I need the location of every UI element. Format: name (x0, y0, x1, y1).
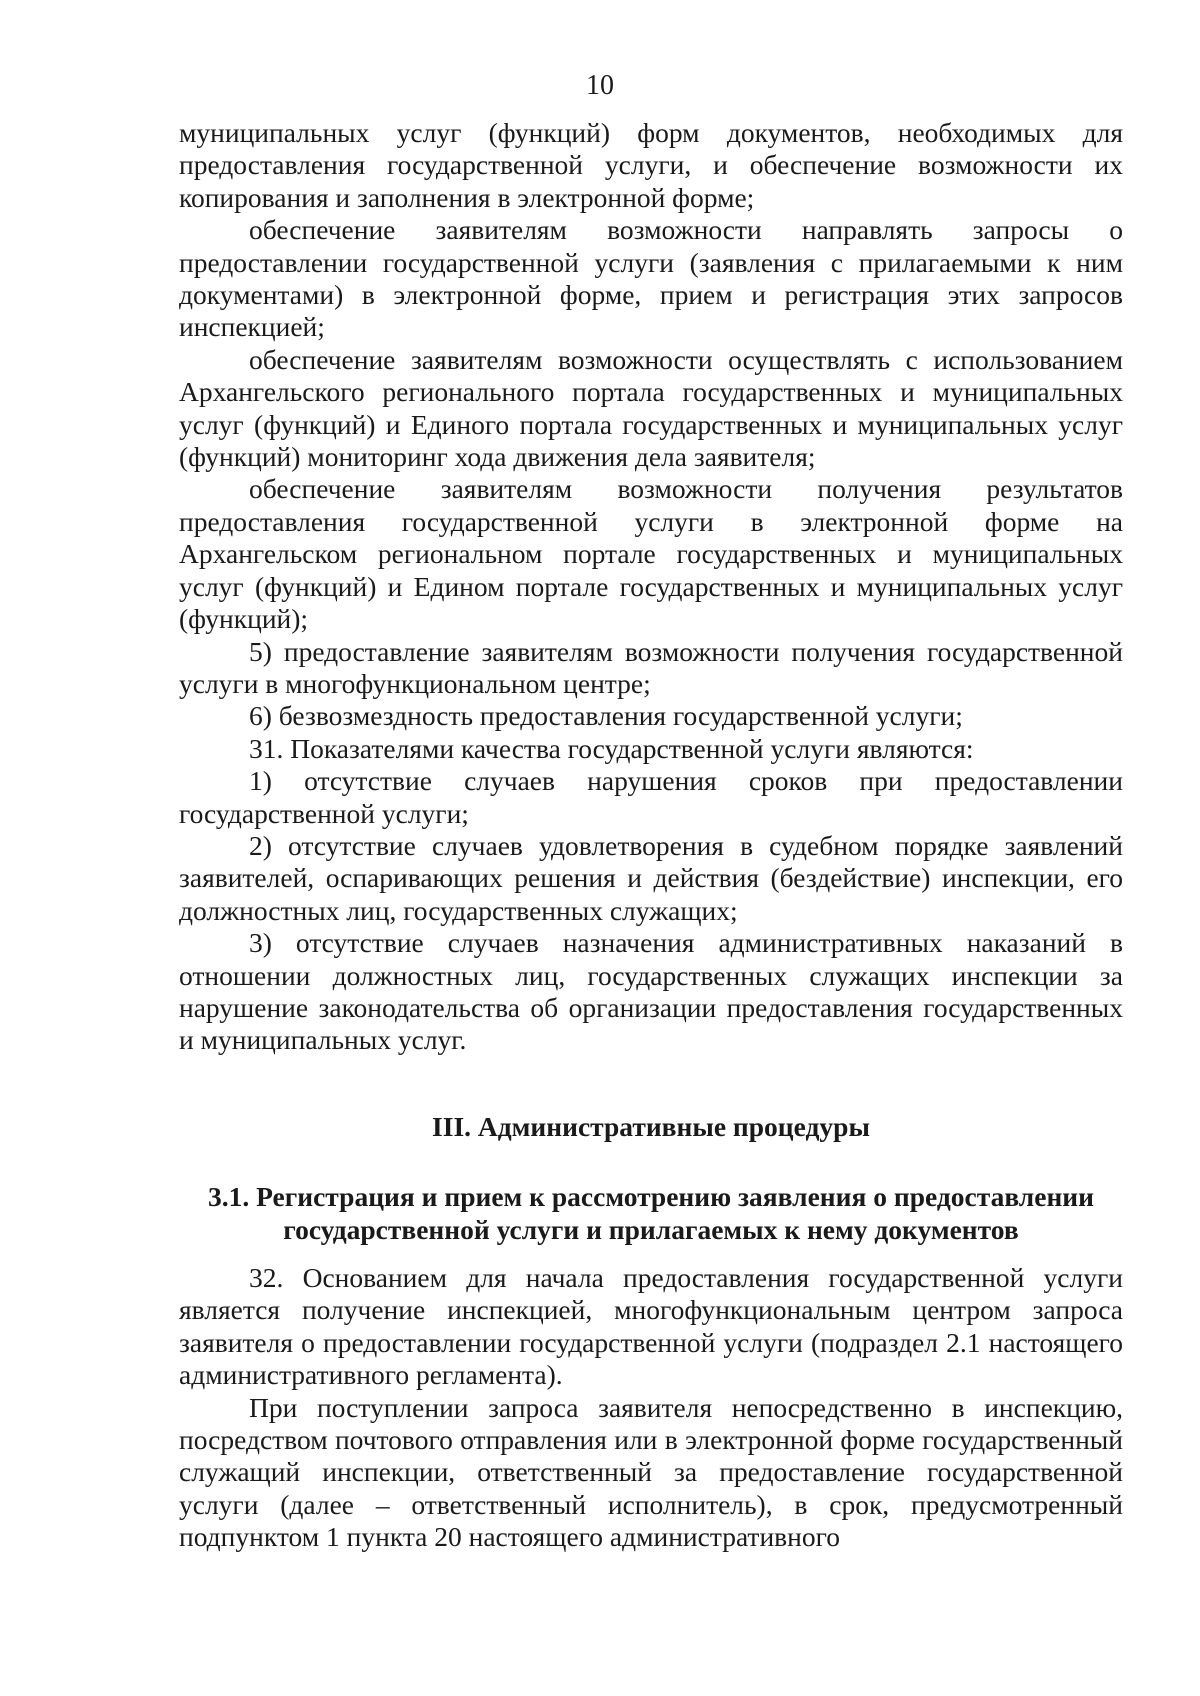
subsection-heading-line: 3.1. Регистрация и прием к рассмотрению заявления о предоставлении (208, 1181, 1094, 1212)
paragraph: 6) безвозмездность предоставления государственной услуги; (249, 700, 963, 732)
paragraph: При поступлении запроса заявителя непосредственно в инспекцию, посредством почтового отправления или в электронной форме государственный служащий инспекции, ответственный за предоставление государственной услуги (далее – ответственный исполнитель), в срок, предусмотренный подпунктом 1 пункта 20 настоящего административного (179, 1391, 1123, 1553)
paragraph: 32. Основанием для начала предоставления государственной услуги является получение инспекцией, многофункциональным центром запроса заявителя о предоставлении государственной услуги (подраздел 2.1 настоящего административного регламента). (179, 1262, 1123, 1391)
paragraph: муниципальных услуг (функций) форм документов, необходимых для предоставления государственной услуги, и обеспечение возможности их копирования и заполнения в электронной форме; (179, 117, 1123, 213)
paragraph: обеспечение заявителям возможности направлять запросы о предоставлении государственной услуги (заявления с прилагаемыми к ним документами) в электронной форме, прием и регистрация этих запросов инспекцией; (179, 214, 1123, 343)
page-number: 10 (586, 70, 614, 101)
paragraph: 31. Показателями качества государственной услуги являются: (249, 732, 974, 764)
paragraph: 3) отсутствие случаев назначения административных наказаний в отношении должностных лиц, государственных служащих инспекции за нарушение законодательства об организации предоставления государственных и муниципальных услуг. (179, 927, 1123, 1056)
section-heading: III. Административные процедуры (432, 1111, 870, 1142)
subsection-heading-line: государственной услуги и прилагаемых к нему документов (283, 1214, 1019, 1245)
paragraph: 2) отсутствие случаев удовлетворения в судебном порядке заявлений заявителей, оспаривающих решения и действия (бездействие) инспекции, его должностных лиц, государственных служащих; (179, 829, 1123, 926)
text-block-bottom (179, 1262, 1123, 1554)
paragraph: обеспечение заявителям возможности осуществлять с использованием Архангельского регионального портала государственных и муниципальных услуг (функций) и Единого портала государственных и муниципальных услуг (функций) мониторинг хода движения дела заявителя; (179, 343, 1123, 473)
text-block-top (179, 117, 1123, 1057)
paragraph: обеспечение заявителям возможности получения результатов предоставления государственной услуги в электронной форме на Архангельском региональном портале государственных и муниципальных услуг (функций) и Едином портале государственных и муниципальных услуг (функций); (179, 473, 1123, 635)
paragraph: 5) предоставление заявителям возможности получения государственной услуги в многофункциональном центре; (179, 635, 1123, 699)
paragraph: 1) отсутствие случаев нарушения сроков при предоставлении государственной услуги; (179, 765, 1123, 829)
subsection-heading (150, 1180, 1152, 1246)
